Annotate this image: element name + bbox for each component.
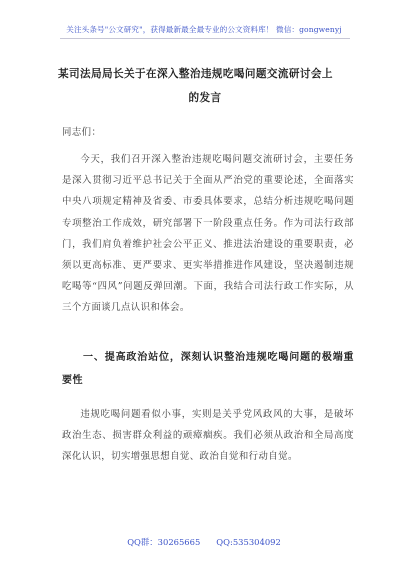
title-line-2: 的发言: [188, 92, 222, 104]
footer-qq: QQ:535304092: [216, 537, 281, 547]
title-line-1: 某司法局局长关于在深入整治违规吃喝问题交流研讨会上: [58, 68, 333, 80]
greeting: 同志们：: [62, 127, 102, 138]
footer-contact: [0, 536, 408, 548]
footer-qq-group: QQ群：30265665: [127, 537, 201, 547]
section-heading-1: 一、提高政治站位，深刻认识整治违规吃喝问题的极端重要性: [62, 352, 354, 386]
header-divider: [60, 38, 350, 39]
header-banner: 关注头条号"公文研究"，获得最新最全最专业的公文资料库！ 微信：gongwenyj: [66, 25, 342, 34]
paragraph-intro: 今天，我们召开深入整治违规吃喝问题交流研讨会，主要任务是深入贯彻习近平总书记关于全面从严治党的重要论述，全面落实中央八项规定精神及省委、市委具体要求，总结分析违规吃喝问题专项整治工作成效，研究部署下一阶段重点任务。作为司法行政部门，我们肩负着维护社会公平正义、推进法治建设的重要职责，必须以更高标准、更严要求、更实举措推进作风建设，坚决遏制违规吃喝等“四风”问题反弹回潮。下面，我结合司法行政工作实际，从三个方面谈几点认识和体会。: [62, 154, 354, 314]
document-title: [58, 62, 352, 110]
paragraph-section-1: 违规吃喝问题看似小事，实则是关乎党风政风的大事，是破坏政治生态、损害群众利益的顽瘴痼疾。我们必须从政治和全局高度深化认识，切实增强思想自觉、政治自觉和行动自觉。: [62, 409, 354, 463]
